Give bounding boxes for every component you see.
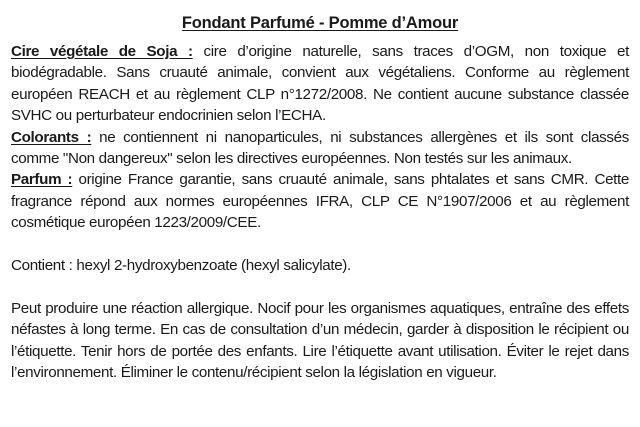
section-soy-wax: [11, 41, 629, 127]
section-text-fragrance: origine France garantie, sans cruauté animale, sans phtalates et sans CMR. Cette fragrance répond aux normes européennes IFRA, CLP CE N°1907/2006 et au règlement cosmétique européen 1223/2009/CEE.: [11, 171, 630, 232]
section-label-fragrance: Parfum :: [11, 171, 73, 189]
section-text-colorants: ne contiennent ni nanoparticules, ni substances allergènes et ils sont classés comme "Non dangereux" selon les directives européennes. Non testés sur les animaux.: [11, 128, 629, 168]
document-title: Fondant Parfumé - Pomme d’Amour: [181, 14, 459, 32]
section-label-colorants: Colorants :: [11, 128, 92, 146]
section-colorants: [11, 127, 629, 170]
section-text-soy-wax: cire d’origine naturelle, sans traces d’OGM, non toxique et biodégradable. Sans cruauté animale, convient aux végétaliens. Conforme au règlement européen REACH et au règlement CLP n°1272/2008. Ne contient aucune substance classée SVHC ou perturbateur endocrinien selon l’ECHA.: [11, 43, 630, 125]
section-fragrance: [11, 169, 629, 233]
safety-warning: Peut produire une réaction allergique. Nocif pour les organismes aquatiques, entraîne des effets néfastes à long terme. En cas de consultation d’un médecin, garder à disposition le récipient ou l’étiquette. Tenir hors de portée des enfants. Lire l’étiquette avant utilisation. Éviter le rejet dans l’environnement. Éliminer le contenu/récipient selon la législation en vigueur.: [11, 299, 629, 382]
section-label-soy-wax: Cire végétale de Soja :: [11, 43, 193, 60]
contains-statement: Contient : hexyl 2-hydroxybenzoate (hexyl salicylate).: [11, 257, 351, 275]
product-label-document: [11, 12, 629, 383]
